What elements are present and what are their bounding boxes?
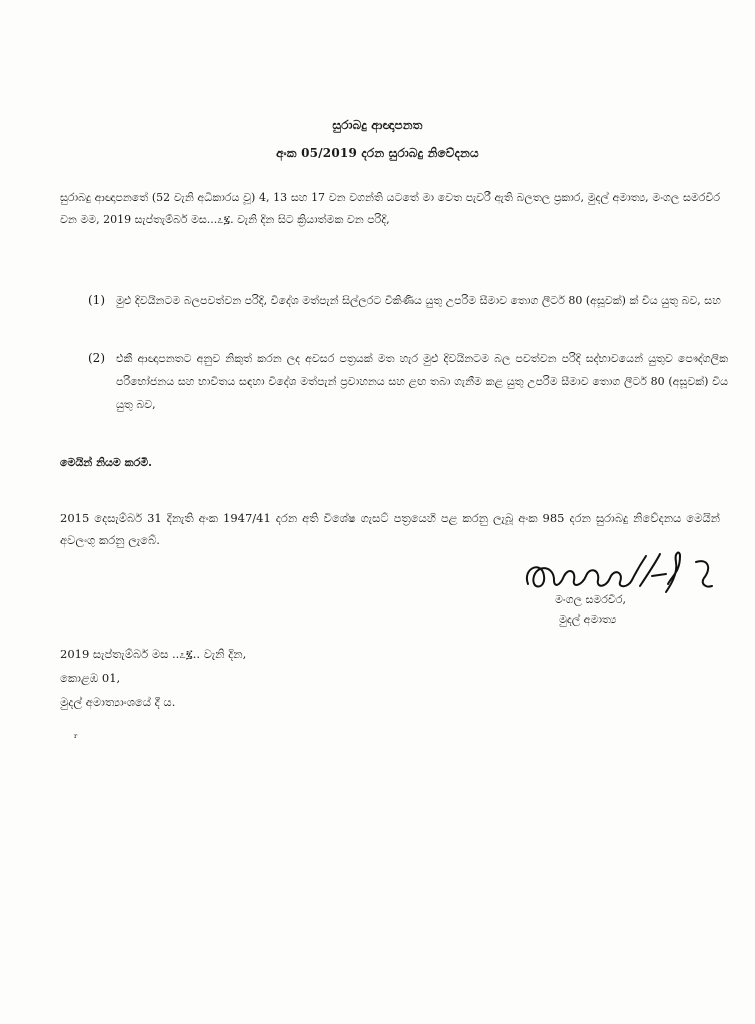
order-line: මෙයින් නියම කරමි.	[60, 456, 152, 469]
repeal-paragraph: 2015 දෙසැම්බර් 31 දිනැති අංක 1947/41 දරන අති විශේෂ ගැසට් පත්‍රයෙහි පළ කරනු ලැබූ අංක 985 දරන සුරාබදු නිවේදනය මෙයින් අවලංගු කරනු ලැබේ.	[60, 511, 720, 547]
document-title: සුරාබදු ආඥාපනත	[332, 118, 423, 132]
stray-mark: ᵣ	[74, 728, 78, 741]
intro-paragraph: සුරාබදු ආඥාපනතේ (52 වැනි අධිකාරය වූ) 4, 13 සහ 17 වන වගන්ති යටතේ මා වෙත පැවරී ඇති බලතල ප්‍රකාර, මුදල් අමාත්‍ය, මංගල සමරවීර වන මම, 2019 සැප්තැම්බර් මස...೭፯. වැනි දින සිට ක්‍රියාත්මක වන පරිදි,	[60, 191, 720, 226]
list-item-number: (1)	[88, 293, 105, 307]
signatory-position: මුදල් අමාත්‍ය	[559, 613, 617, 626]
list-item-text: එකී ආඥාපනතට අනුව නිකුත් කරන ලද අවසර පත්‍රයක් මත හැර මුළු දිවයිනටම බල පවත්වන පරිදි සද්භාවයෙන් යුතුව පෞද්ගලික පරිභෝජනය සහ භාවිතය සඳහා විදේශ මත්පැන් ප්‍රවාහනය සහ ළඟ තබා ගැනීම කළ යුතු උපරිම සීමාව තොග ලීටර් 80 (අසූවක්) විය යුතු බව,	[116, 352, 728, 411]
list-item-text: මුළු දිවයිනටම බලපවත්වන පරිදි, විදේශ මත්පැන් සිල්ලරට විකිණිය යුතු උපරිම සීමාව තොග ලීටර් 80 (අසූවක්) ක් විය යුතු බව, සහ	[116, 294, 721, 307]
notice-title: අංක 05/2019 දරන සුරාබදු නිවේදනය	[276, 146, 479, 160]
issue-city: කොළඹ 01,	[60, 671, 121, 685]
list-item-number: (2)	[88, 351, 105, 365]
signatory	[555, 590, 626, 630]
place-and-date	[60, 642, 246, 714]
issue-date: 2019 සැප්තැම්බර් මස ..೭፯.. වැනි දින,	[60, 647, 247, 661]
issue-office: මුදල් අමාත්‍යාංශයේ දී ය.	[60, 695, 176, 709]
signatory-name: මංගල සමරවීර,	[555, 593, 626, 606]
